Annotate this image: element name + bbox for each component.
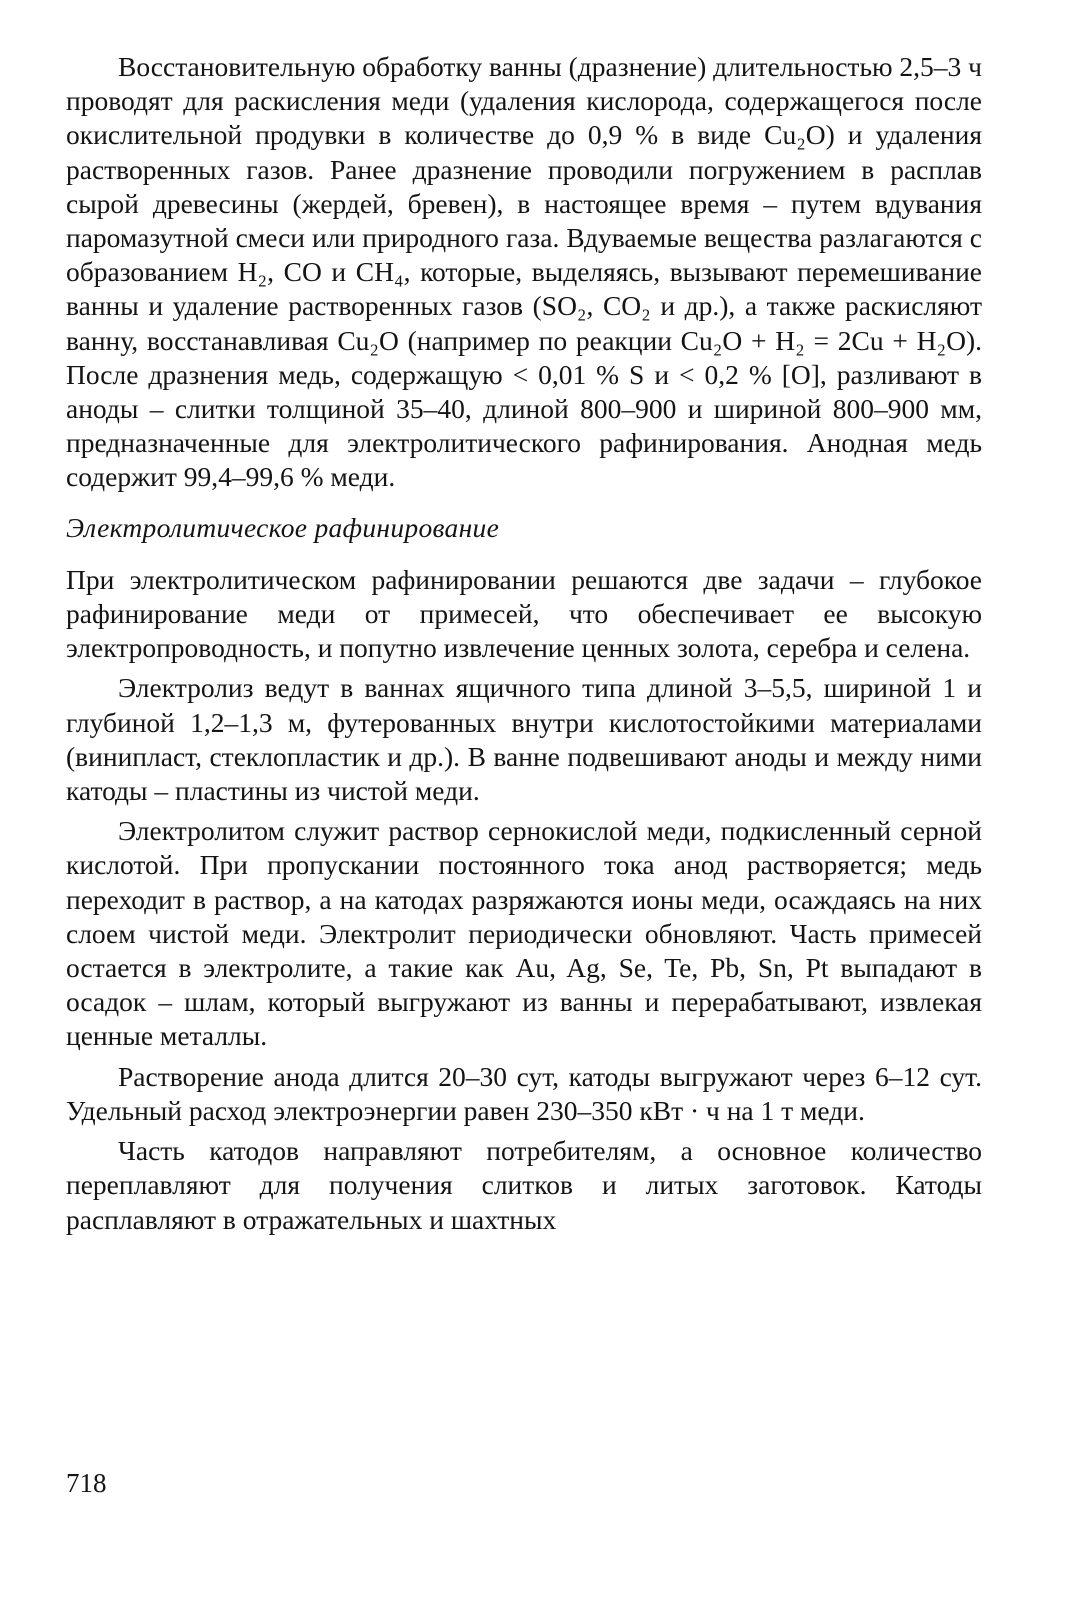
paragraph-electrolysis-baths: Электролиз ведут в ваннах ящичного типа длиной 3–5,5, шириной 1 и глубиной 1,2–1,3 м, футерованных внутри кислотостойкими материалами (винипласт, стеклопластик и др.). В ванне подвешивают аноды и между ними катоды – пластины из чистой меди.: [66, 672, 982, 807]
paragraph-refining-poling: Восстановительную обработку ванны (дразнение) длительностью 2,5–3 ч проводят для раскисления меди (удаления кислорода, содержащегося после окислительной продувки в количестве до 0,9 % в виде Cu₂O) и удаления растворенных газов. Ранее дразнение проводили погружением в расплав сырой древесины (жердей, бревен), в настоящее время – путем вдувания паромазутной смеси или природного газа. Вдуваемые вещества разлагаются с образованием H₂, CO и CH₄, которые, выделяясь, вызывают перемешивание ванны и удаление растворенных газов (SO₂, CO₂ и др.), а также раскисляют ванну, восстанавливая Cu₂O (например по реакции Cu₂O + H₂ = 2Cu + H₂O). После дразнения медь, содержащую < 0,01 % S и < 0,2 % [O], разливают в аноды – слитки толщиной 35–40, длиной 800–900 и шириной 800–900 мм, предназначенные для электролитического рафинирования. Анодная медь содержит 99,4–99,6 % меди.: [66, 51, 982, 493]
section-heading: Электролитическое рафинирование: [66, 511, 500, 543]
paragraph-cathodes: Часть катодов направляют потребителям, а основное количество переплавляют для получения слитков и литых заготовок. Катоды расплавляют в отражательных и шахтных: [66, 1135, 982, 1235]
paragraph-electrolytic-intro: При электролитическом рафинировании решаются две задачи – глубокое рафинирование меди от примесей, что обеспечивает ее высокую электропроводность, и попутно извлечение ценных золота, серебра и селена.: [66, 563, 982, 664]
paragraph-electrolyte: Электролитом служит раствор сернокислой меди, подкисленный серной кислотой. При пропускании постоянного тока анод растворяется; медь переходит в раствор, а на катодах разряжаются ионы меди, осаждаясь на них слоем чистой меди. Электролит периодически обновляют. Часть примесей остается в электролите, а такие как Au, Ag, Se, Te, Pb, Sn, Pt выпадают в осадок – шлам, который выгружают из ванны и перерабатывают, извлекая ценные металлы.: [66, 815, 982, 1052]
paragraph-anode-dissolution: Растворение анода длится 20–30 сут, катоды выгружают через 6–12 сут. Удельный расход электроэнергии равен 230–350 кВт · ч на 1 т меди.: [66, 1060, 982, 1126]
page-number: 718: [66, 1468, 107, 1498]
page-body: [66, 50, 982, 1237]
